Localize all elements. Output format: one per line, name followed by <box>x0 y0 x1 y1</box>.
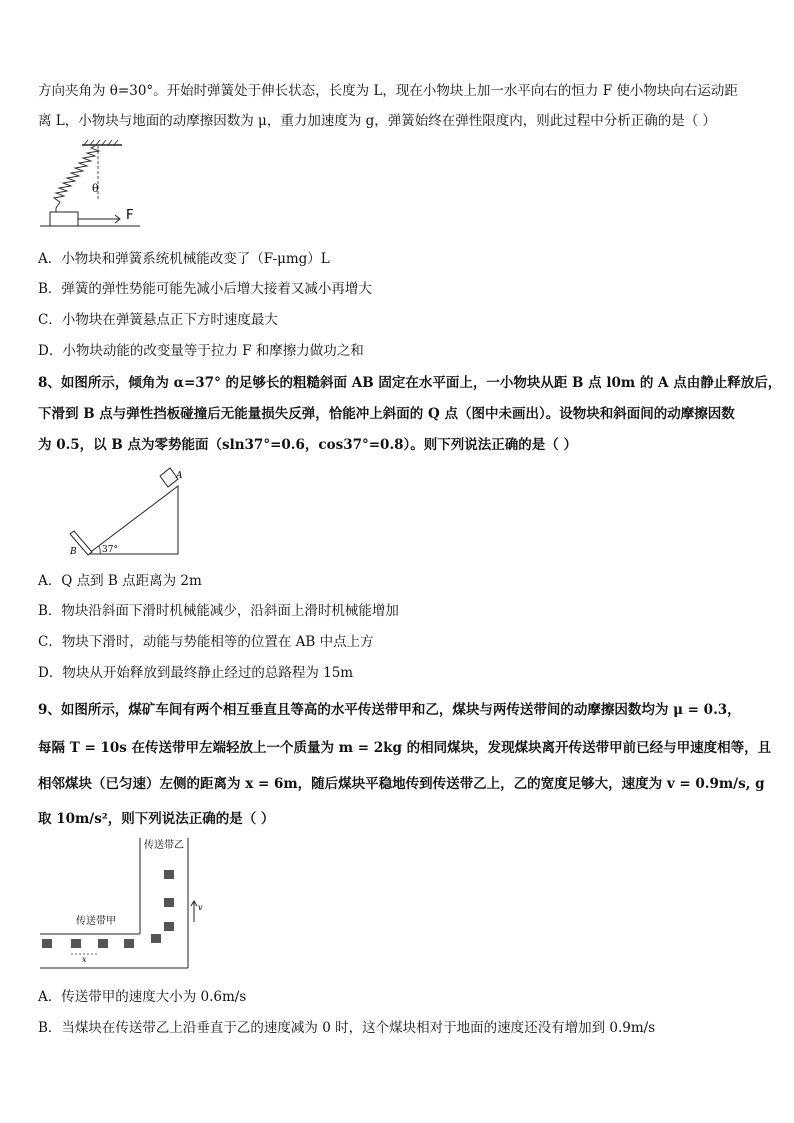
q9-conveyor-figure <box>38 836 218 976</box>
q9-coal-blocks-belt-a <box>42 934 161 948</box>
q8-label-b: B <box>70 547 77 557</box>
q9-option-a: A．传送带甲的速度大小为 0.6m/s <box>38 989 247 1005</box>
q9-stem-line2: 每隔 T = 10s 在传送带甲左端轻放上一个质量为 m = 2kg 的相同煤块，发现煤块离开传送带甲前已经与甲速度相等，且 <box>38 740 772 756</box>
q9-option-b: B．当煤块在传送带乙上沿垂直于乙的速度减为 0 时，这个煤块相对于地面的速度还没有增加到 0.9m/s <box>38 1020 656 1036</box>
q7-stem-line1: 方向夹角为 θ=30°。开始时弹簧处于伸长状态，长度为 L，现在小物块上加一水平向右的恒力 F 使小物块向右运动距 <box>38 83 738 99</box>
q8-angle-label: 37° <box>102 545 118 555</box>
q7-option-a: A．小物块和弹簧系统机械能改变了（F-μmg）L <box>38 251 330 267</box>
q8-option-c: C．物块下滑时，动能与势能相等的位置在 AB 中点上方 <box>38 634 374 650</box>
q9-stem-line4: 取 10m/s²，则下列说法正确的是（ ） <box>38 811 275 827</box>
q7-spring-figure <box>40 140 140 232</box>
q8-stem-line2: 下滑到 B 点与弹性挡板碰撞后无能量损失反弹，恰能冲上斜面的 Q 点（图中未画出）。设物块和斜面间的动摩擦因数 <box>38 406 735 422</box>
q7-theta-label: θ <box>92 182 99 195</box>
q7-stem-line2: 离 L，小物块与地面的动摩擦因数为 μ，重力加速度为 g，弹簧始终在弹性限度内，则此过程中分析正确的是（ ） <box>38 113 717 129</box>
q7-option-b: B．弹簧的弹性势能可能先减小后增大接着又减小再增大 <box>38 281 372 297</box>
q8-stem-line3: 为 0.5，以 B 点为零势能面（sln37°=0.6，cos37°=0.8）。则下列说法正确的是（ ） <box>38 437 577 453</box>
q9-v-label: v <box>198 903 203 912</box>
q9-stem-line1: 9、如图所示，煤矿车间有两个相互垂直且等高的水平传送带甲和乙，煤块与两传送带间的动摩擦因数均为 μ = 0.3， <box>38 702 741 718</box>
q8-stem-line1: 8、如图所示，倾角为 α=37° 的足够长的粗糙斜面 AB 固定在水平面上，一小物块从距 B 点 l0m 的 A 点由静止释放后， <box>38 375 782 391</box>
q9-stem-line3: 相邻煤块（已匀速）左侧的距离为 x = 6m，随后煤块平稳地传到传送带乙上，乙的宽度足够大，速度为 v = 0.9m/s, g <box>38 776 765 792</box>
q8-incline-figure <box>60 464 184 558</box>
q9-belt-a-label: 传送带甲 <box>76 916 116 927</box>
q8-option-a: A．Q 点到 B 点距离为 2m <box>38 573 202 589</box>
q8-option-b: B．物块沿斜面下滑时机械能减少，沿斜面上滑时机械能增加 <box>38 603 399 619</box>
q7-force-label: F <box>126 208 134 223</box>
q7-option-c: C．小物块在弹簧悬点正下方时速度最大 <box>38 312 278 328</box>
q9-belt-b-label: 传送带乙 <box>144 840 184 851</box>
q8-label-a: A <box>176 471 183 481</box>
q7-option-d: D．小物块动能的改变量等于拉力 F 和摩擦力做功之和 <box>38 343 364 359</box>
q9-coal-blocks-belt-b <box>164 870 174 931</box>
q9-x-label: x <box>82 955 87 964</box>
q8-option-d: D．物块从开始释放到最终静止经过的总路程为 15m <box>38 665 354 681</box>
